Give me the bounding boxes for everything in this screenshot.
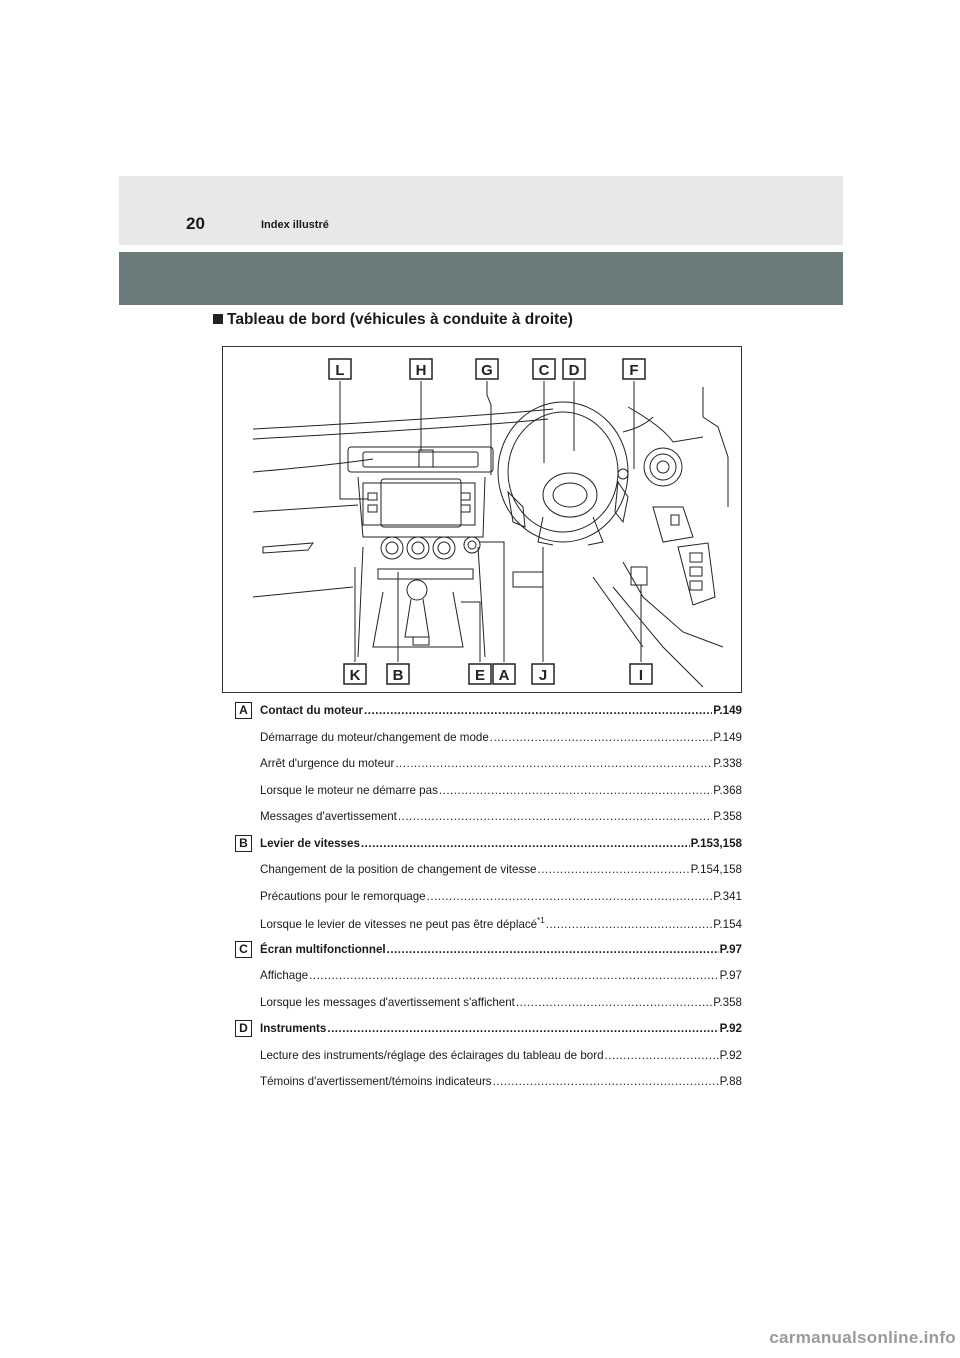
page-ref: P.88 <box>719 1075 742 1088</box>
watermark: carmanualsonline.info <box>769 1328 956 1347</box>
entry-sub-label: Arrêt d'urgence du moteur <box>260 757 395 770</box>
callout-label-l: L <box>335 362 345 379</box>
entry-sub-line[interactable] <box>260 780 742 807</box>
leader-dots <box>493 1075 719 1088</box>
page-ref: P.92 <box>719 1022 742 1035</box>
footnote-marker: *1 <box>537 916 545 925</box>
leader-dots <box>387 943 719 956</box>
callout-label-c: C <box>538 362 550 379</box>
dashboard-illustration <box>222 346 742 693</box>
entry-sub-line[interactable] <box>260 886 742 913</box>
callout-label-g: G <box>481 362 493 379</box>
entry-group-c <box>222 939 742 1019</box>
page-ref: P.338 <box>713 757 742 770</box>
entry-title: Contact du moteur <box>260 704 364 717</box>
leader-dots <box>395 757 712 770</box>
entry-sub-label: Changement de la position de changement de vitesse <box>260 863 537 876</box>
leader-dots <box>361 837 690 850</box>
page-ref: P.97 <box>719 942 742 956</box>
leader-dots <box>364 704 712 717</box>
entry-title: Écran multifonctionnel <box>260 942 386 956</box>
entry-letter-d: D <box>235 1020 252 1037</box>
page-ref: P.341 <box>713 889 742 903</box>
entry-sub-label: Lorsque les messages d'avertissement s'affichent <box>260 995 515 1009</box>
entry-sub-label: Précautions pour le remorquage <box>260 889 426 903</box>
entry-group-a <box>222 700 742 833</box>
page-ref: P.97 <box>719 969 742 982</box>
leader-dots <box>327 1022 718 1035</box>
leader-dots <box>516 996 712 1009</box>
entry-main-line[interactable] <box>260 833 742 860</box>
entry-letter-b: B <box>235 835 252 852</box>
leader-dots <box>427 890 713 903</box>
entry-group-b <box>222 833 742 939</box>
entry-sub-label-text: Lorsque le levier de vitesses ne peut pas être déplacé <box>260 917 538 931</box>
entry-sub-line[interactable] <box>260 912 742 939</box>
entry-sub-line[interactable] <box>260 1071 742 1098</box>
entry-sub-line[interactable] <box>260 965 742 992</box>
callout-label-f: F <box>629 362 639 379</box>
leader-dots <box>605 1049 719 1062</box>
callout-label-h: H <box>415 362 427 379</box>
entry-main-line[interactable] <box>260 1018 742 1045</box>
entry-title: Levier de vitesses <box>260 836 360 850</box>
header-band <box>119 176 843 245</box>
entry-sub-label: Démarrage du moteur/changement de mode <box>260 730 489 744</box>
callout-label-i: I <box>638 667 644 684</box>
page-ref: P.154,158 <box>690 863 742 876</box>
square-bullet-icon <box>213 314 223 324</box>
entry-sub-line[interactable] <box>260 859 742 886</box>
dashboard-drawing <box>223 347 742 693</box>
page-ref: P.368 <box>713 783 742 797</box>
callout-label-a: A <box>498 667 510 684</box>
page-ref: P.358 <box>713 810 742 823</box>
section-band <box>119 252 843 305</box>
page-ref: P.358 <box>713 995 742 1009</box>
callout-label-e: E <box>474 667 486 684</box>
callout-label-b: B <box>392 667 404 684</box>
leader-dots <box>398 810 712 823</box>
entry-sub-label: Lecture des instruments/réglage des éclairages du tableau de bord <box>260 1048 604 1062</box>
entry-letter-a: A <box>235 702 252 719</box>
entry-sub-label: Affichage <box>260 969 309 982</box>
page-ref: P.149 <box>713 704 742 717</box>
entry-sub-line[interactable] <box>260 1045 742 1072</box>
leader-dots <box>546 918 712 931</box>
entry-main-line[interactable] <box>260 700 742 727</box>
page-ref: P.149 <box>713 730 742 744</box>
callout-label-d: D <box>568 362 580 379</box>
entry-sub-label: Lorsque le moteur ne démarre pas <box>260 783 438 797</box>
callout-label-j: J <box>538 667 548 684</box>
entry-sub-label: Témoins d'avertissement/témoins indicateurs <box>260 1075 492 1088</box>
running-title: Index illustré <box>261 219 329 231</box>
leader-dots <box>439 784 712 797</box>
entry-sub-label <box>260 916 545 931</box>
leader-dots <box>538 863 690 876</box>
entry-sub-line[interactable] <box>260 727 742 754</box>
page-ref: P.92 <box>719 1048 742 1062</box>
entry-group-d <box>222 1018 742 1098</box>
entry-sub-label: Messages d'avertissement <box>260 810 397 823</box>
callout-label-k: K <box>349 667 361 684</box>
index-entries <box>222 700 742 1098</box>
leader-dots <box>490 731 712 744</box>
entry-letter-c: C <box>235 941 252 958</box>
page-number: 20 <box>186 214 205 233</box>
section-title-text: Tableau de bord (véhicules à conduite à droite) <box>227 311 573 328</box>
page-ref: P.154 <box>713 917 742 931</box>
leader-dots <box>309 969 719 982</box>
entry-main-line[interactable] <box>260 939 742 966</box>
entry-sub-line[interactable] <box>260 753 742 780</box>
page-ref: P.153,158 <box>690 836 742 850</box>
section-title <box>213 311 573 329</box>
entry-sub-line[interactable] <box>260 992 742 1019</box>
entry-title: Instruments <box>260 1022 327 1035</box>
entry-sub-line[interactable] <box>260 806 742 833</box>
